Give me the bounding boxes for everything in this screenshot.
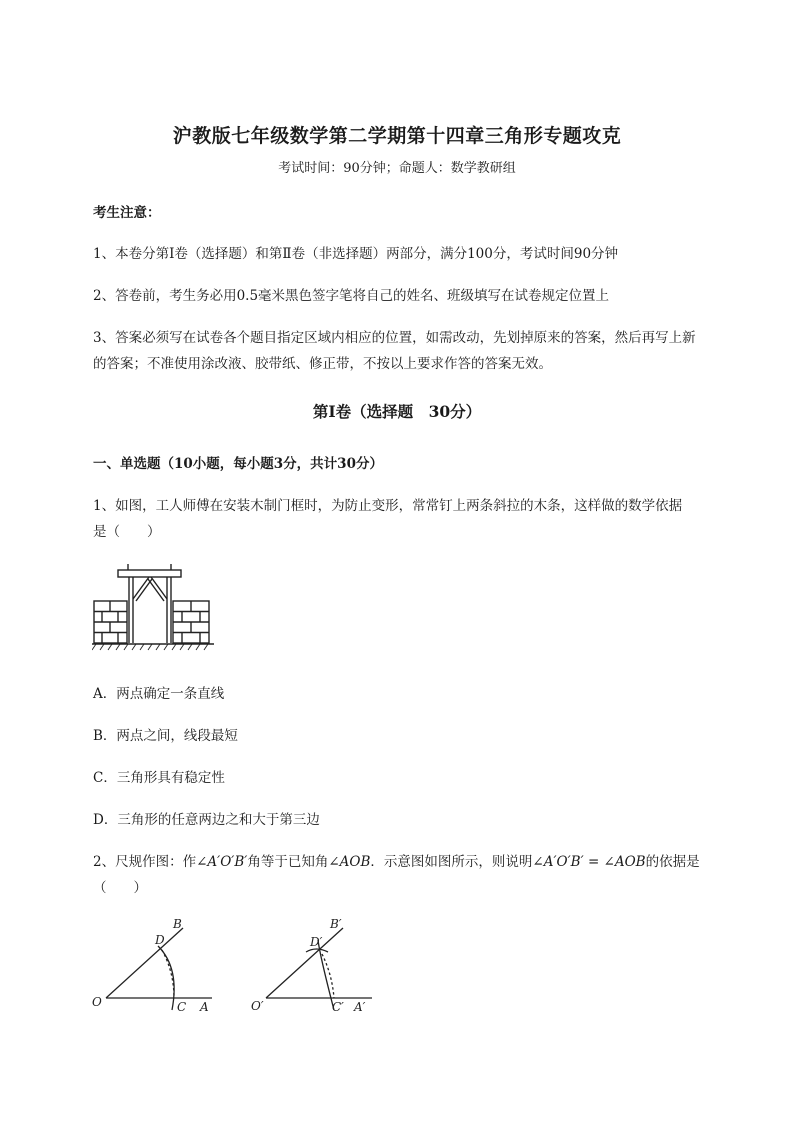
- angle-aob-figure: [88, 912, 218, 1020]
- question-2-stem-line-1: [93, 850, 700, 870]
- section-title: 第Ⅰ卷（选择题 30分）: [312, 402, 482, 421]
- label-o-prime: O′: [251, 999, 264, 1013]
- label-d: D: [155, 933, 165, 947]
- notes-heading: 考生注意：: [93, 205, 161, 221]
- note-item-1: 1、本卷分第Ⅰ卷（选择题）和第Ⅱ卷（非选择题）两部分，满分100分，考试时间90分钟: [93, 246, 619, 262]
- question-1-option-c[interactable]: C．三角形具有稳定性: [93, 770, 225, 786]
- part-heading: 一、单选题（10小题，每小题3分，共计30分）: [93, 456, 383, 472]
- question-1-stem-line-1: 1、如图，工人师傅在安装木制门框时，为防止变形，常常钉上两条斜拉的木条，这样做的数学依据: [93, 498, 683, 514]
- label-a-prime: A′: [354, 1000, 366, 1014]
- label-a: A: [200, 1000, 209, 1014]
- question-2-prefix: 2、尺规作图：作: [93, 854, 197, 870]
- question-1-stem-line-2: 是（ ）: [93, 524, 161, 540]
- note-item-3-line-1: 3、答案必须写在试卷各个题目指定区域内相应的位置，如需改动，先划掉原来的答案，然后再写上新: [93, 330, 696, 346]
- angle-aob: ∠AOB: [328, 854, 371, 870]
- question-1-option-d[interactable]: D．三角形的任意两边之和大于第三边: [93, 812, 320, 828]
- label-b-prime: B′: [330, 917, 342, 931]
- label-d-prime: D′: [310, 935, 323, 949]
- page-title: 沪教版七年级数学第二学期第十四章三角形专题攻克: [172, 125, 622, 147]
- question-2-mid-2: ．示意图如图所示，则说明: [370, 854, 533, 870]
- label-c: C: [177, 1000, 187, 1014]
- exam-info: 考试时间：90分钟；命题人：数学教研组: [278, 161, 516, 176]
- door-frame-figure: [92, 563, 214, 651]
- label-c-prime: C′: [332, 1000, 344, 1014]
- note-item-2: 2、答卷前，考生务必用0.5毫米黑色签字笔将自己的姓名、班级填写在试卷规定位置上: [93, 288, 610, 304]
- angle-a-prime-o-prime-b-prime-figure: [246, 912, 376, 1020]
- question-1-option-b[interactable]: B．两点之间，线段最短: [93, 728, 238, 744]
- question-2-mid-1: 角等于已知角: [247, 854, 329, 870]
- question-1-option-a[interactable]: A．两点确定一条直线: [93, 686, 225, 702]
- question-2-suffix: 的依据是: [645, 854, 700, 870]
- label-o: O: [92, 995, 102, 1009]
- angle-a-prime-o-prime-b-prime: ∠A′O′B′: [196, 854, 248, 870]
- note-item-3-line-2: 的答案；不准使用涂改液、胶带纸、修正带，不按以上要求作答的答案无效。: [93, 356, 552, 372]
- angle-equation: ∠A′O′B′ = ∠AOB: [532, 854, 646, 870]
- label-b: B: [173, 917, 182, 931]
- question-2-stem-line-2: （ ）: [93, 880, 147, 896]
